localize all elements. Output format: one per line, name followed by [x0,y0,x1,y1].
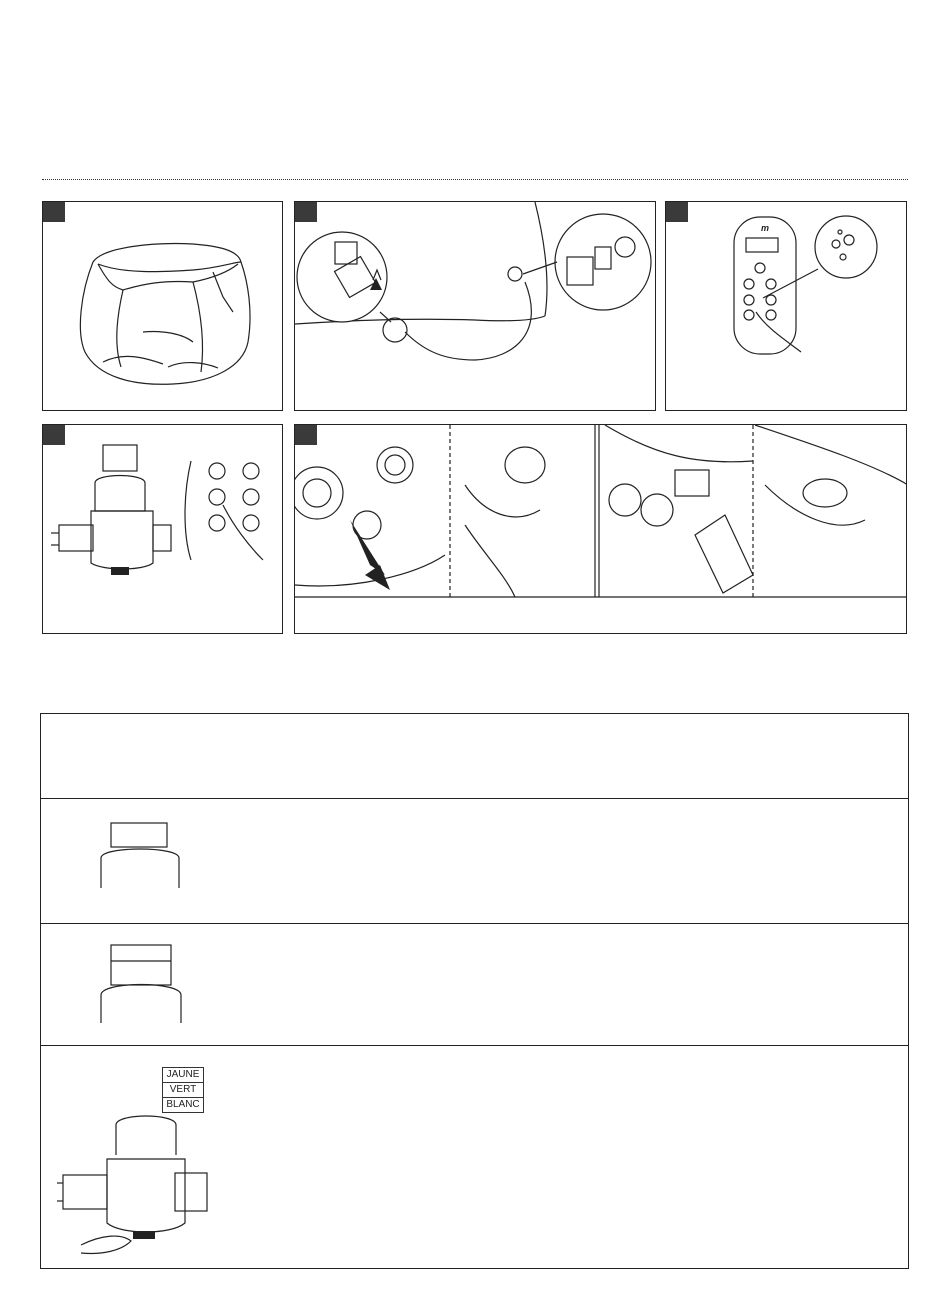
hose-connection-illustration [295,202,656,411]
step-panel-hose-removal [294,424,907,634]
filter-label-green: VERT [162,1082,204,1098]
filter-double-cap-illustration [41,923,241,1045]
filter-label-yellow: JAUNE [162,1067,204,1083]
section-divider [42,179,908,180]
filter-assembly-illustration [41,1045,241,1269]
filter-table [40,713,909,1269]
step-panel-bag [42,201,283,411]
step-panel-remote [665,201,907,411]
remote-illustration [666,202,907,411]
filter-single-cap-illustration [41,798,241,923]
step-panel-filter-keypad [42,424,283,634]
remote-brand-text: m [761,223,770,233]
step-panel-hose-connection [294,201,656,411]
filter-keypad-illustration [43,425,283,634]
caption-strip [295,597,907,634]
bag-illustration [43,202,283,411]
filter-label-white: BLANC [162,1097,204,1113]
